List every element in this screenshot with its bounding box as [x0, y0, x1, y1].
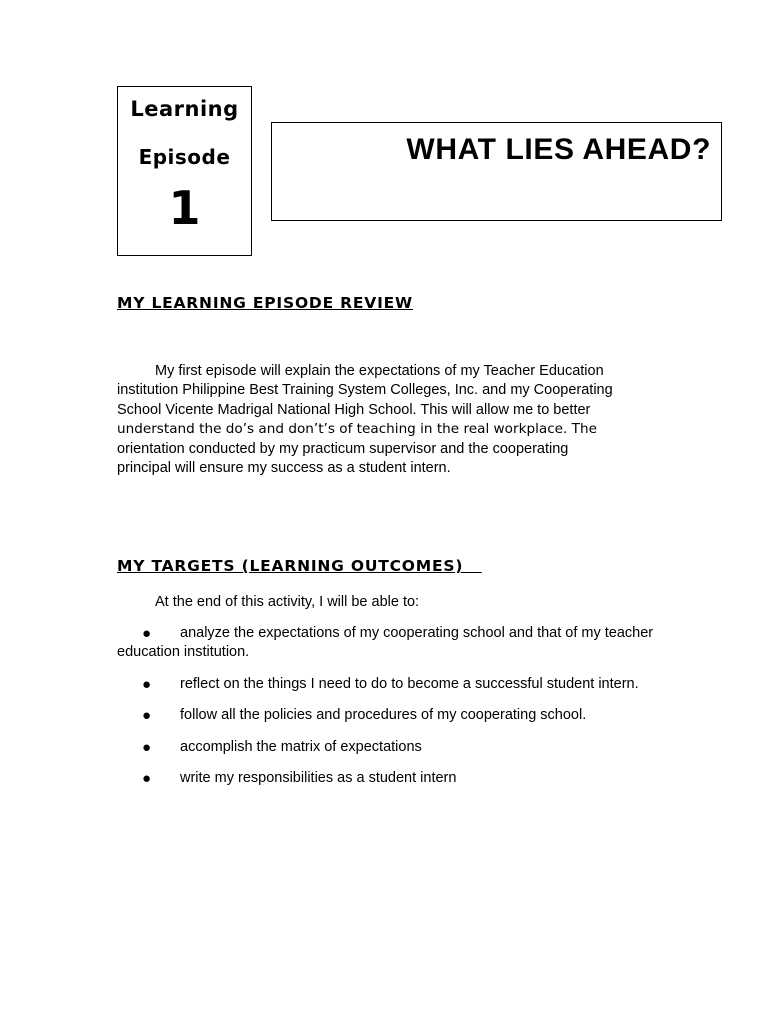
- title-box: [271, 122, 722, 221]
- list-item-text: reflect on the things I need to do to become a successful student intern.: [180, 675, 639, 692]
- review-line: School Vicente Madrigal National High School. This will allow me to better: [117, 401, 591, 418]
- review-line: institution Philippine Best Training System Colleges, Inc. and my Cooperating: [117, 382, 613, 399]
- learning-episode-box: [117, 86, 252, 256]
- list-item: [117, 706, 657, 725]
- targets-heading: MY TARGETS (LEARNING OUTCOMES): [117, 557, 482, 575]
- page-title: WHAT LIES AHEAD?: [406, 133, 711, 166]
- list-item-text: accomplish the matrix of expectations: [180, 738, 422, 755]
- targets-intro: At the end of this activity, I will be able to:: [155, 594, 420, 610]
- list-item: [117, 624, 657, 663]
- list-item: [117, 675, 657, 694]
- list-item: [117, 769, 657, 788]
- bullet-icon: ●: [142, 770, 152, 788]
- list-item-text: analyze the expectations of my cooperating school and that of my teacher education institution.: [117, 625, 654, 661]
- targets-list: [117, 624, 657, 788]
- bullet-icon: ●: [142, 707, 152, 725]
- review-line: My first episode will explain the expectations of my Teacher Education: [155, 363, 604, 379]
- review-line: orientation conducted by my practicum supervisor and the cooperating: [117, 440, 569, 457]
- list-item-text: follow all the policies and procedures of my cooperating school.: [180, 707, 587, 724]
- episode-label-learning: Learning: [130, 97, 239, 121]
- review-heading: MY LEARNING EPISODE REVIEW: [117, 294, 413, 312]
- episode-label-episode: Episode: [138, 145, 231, 169]
- list-item-text: write my responsibilities as a student intern: [180, 770, 457, 787]
- list-item: [117, 738, 657, 757]
- bullet-icon: ●: [142, 625, 152, 642]
- review-line: understand the do’s and don’t’s of teaching in the real workplace. The: [117, 421, 597, 438]
- bullet-icon: ●: [142, 675, 152, 693]
- review-paragraph: [117, 362, 657, 478]
- episode-number: 1: [168, 181, 201, 235]
- bullet-icon: ●: [142, 738, 152, 756]
- review-line: principal will ensure my success as a student intern.: [117, 460, 451, 477]
